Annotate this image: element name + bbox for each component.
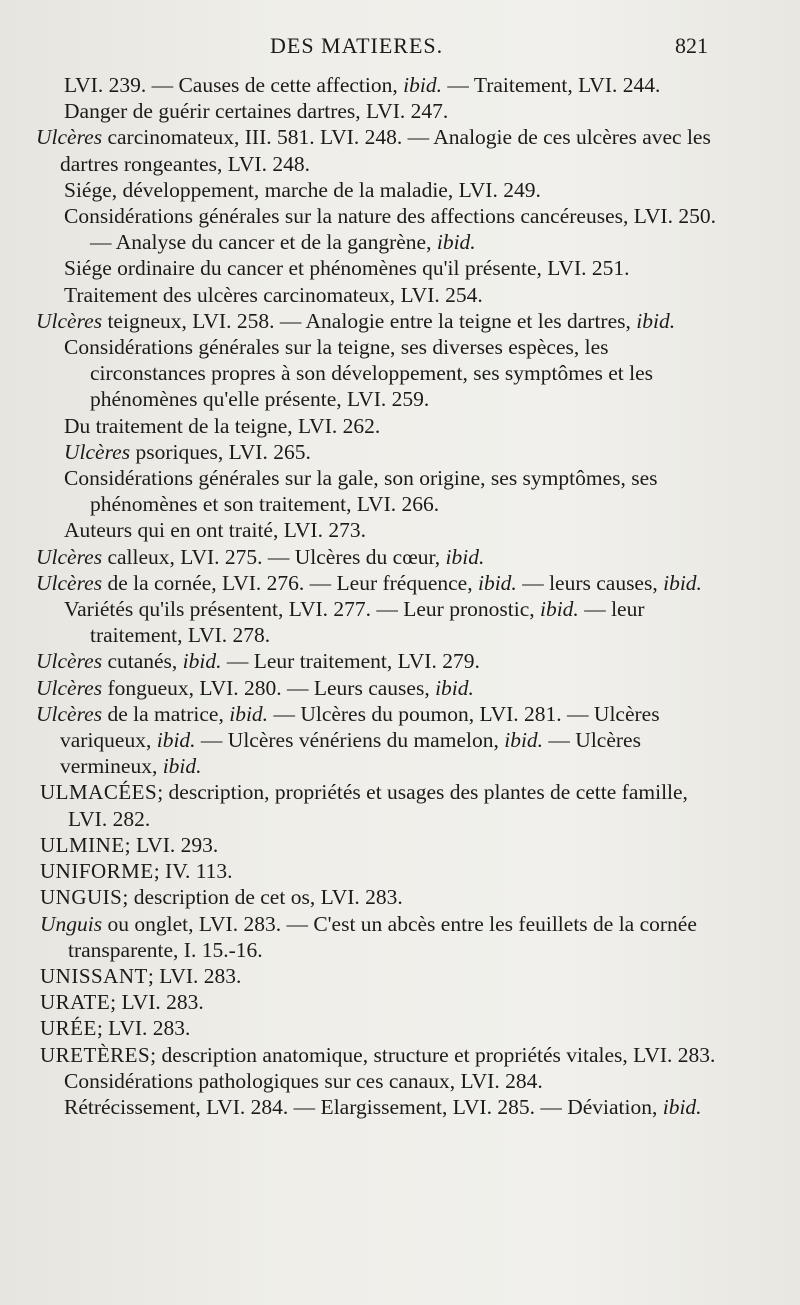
entry-italic-text: ibid. (436, 230, 476, 255)
entry-headword: UNGUIS (40, 885, 123, 910)
entry-text: LVI. 239. — Causes de cette affection, (64, 73, 404, 97)
entry-italic-text: ibid. (662, 1094, 702, 1119)
entry-text: Auteurs qui en ont traité, LVI. 273. (64, 518, 366, 543)
index-entry (36, 124, 726, 176)
entry-text: ; LVI. 283. (110, 990, 204, 1015)
entry-text: Rétrécissement, LVI. 284. — Elargissement, LVI. 285. — Déviation, (64, 1094, 663, 1119)
entry-italic-text: Ulcères (36, 544, 103, 569)
entry-text: ; LVI. 283. (147, 963, 242, 988)
entry-text: calleux, LVI. 275. — Ulcères du cœur, (102, 544, 446, 569)
index-entry (36, 439, 726, 465)
entry-italic-text: ibid. (182, 649, 222, 674)
entry-italic-text: Ulcères (36, 675, 103, 700)
entry-text: carcinomateux, III. 581. LVI. 248. — Analogie de ces ulcères avec les dartres rongeantes, LVI. 248. (60, 125, 711, 176)
entry-text: Traitement des ulcères carcinomateux, LVI. 254. (64, 282, 483, 307)
index-entry (36, 308, 726, 334)
running-title: DES MATIERES. (270, 33, 444, 58)
entry-text: de la matrice, (102, 701, 230, 726)
index-entry (36, 779, 726, 831)
entry-text: fongueux, LVI. 280. — Leurs causes, (102, 675, 436, 700)
entry-headword: URETÈRES (40, 1042, 151, 1067)
index-entry (36, 963, 726, 989)
entry-text: — Ulcères du poumon, LVI. 281. — Ulcères variqueux, (60, 701, 660, 753)
entry-italic-text: Ulcères (36, 701, 103, 726)
index-entry (36, 1068, 726, 1094)
index-entry (36, 282, 726, 308)
entry-text: ; description anatomique, structure et propriétés vitales, LVI. 283. (150, 1042, 716, 1067)
index-entry (36, 465, 726, 517)
entry-text: cutanés, (102, 649, 183, 674)
entry-italic-text: ibid. (229, 701, 269, 726)
entry-text: Considérations pathologiques sur ces canaux, LVI. 284. (64, 1068, 543, 1093)
index-entry (36, 203, 726, 255)
index-entry (36, 884, 726, 910)
entry-text: Danger de guérir certaines dartres, LVI. 247. (64, 99, 449, 124)
entry-italic-text: ibid. (663, 570, 702, 595)
entry-text: Siége, développement, marche de la maladie, LVI. 249. (64, 177, 541, 202)
entry-text: ou onglet, LVI. 283. — C'est un abcès entre les feuillets de la cornée transparente, I. 15.-16. (68, 911, 697, 962)
index-entry (36, 1094, 726, 1120)
entry-italic-text: ibid. (156, 728, 196, 753)
entry-headword: ULMINE (40, 832, 125, 857)
entry-text: — Traitement, LVI. 244. (441, 73, 661, 97)
entry-text: psoriques, LVI. 265. (130, 439, 311, 464)
index-entry (36, 675, 726, 701)
entry-italic-text: ibid. (477, 570, 517, 595)
index-entry (36, 255, 726, 281)
entry-text: Siége ordinaire du cancer et phénomènes qu'il présente, LVI. 251. (64, 256, 630, 281)
index-entry (36, 413, 726, 439)
entry-italic-text: Ulcères (36, 570, 103, 595)
entry-italic-text: ibid. (435, 675, 474, 700)
index-entry (36, 334, 726, 413)
index-entry (36, 989, 726, 1015)
entry-text: ; LVI. 293. (124, 832, 219, 857)
entry-text: ; LVI. 283. (96, 1016, 191, 1041)
entry-italic-text: Unguis (40, 911, 103, 936)
entry-text: — Leur traitement, LVI. 279. (221, 649, 480, 674)
index-body (36, 72, 726, 1120)
entry-text: Considérations générales sur la teigne, ses diverses espèces, les circonstances propres à son développement, ses symptômes et les phénomènes qu'elle présente, LVI. 259. (64, 335, 654, 412)
entry-text: de la cornée, LVI. 276. — Leur fréquence, (102, 570, 478, 595)
entry-italic-text: ibid. (403, 73, 442, 97)
entry-text: — Ulcères vénériens du mamelon, (195, 728, 505, 753)
entry-italic-text: Ulcères (36, 308, 103, 333)
page-header (0, 33, 800, 65)
index-entry (36, 544, 726, 570)
entry-text: ; description de cet os, LVI. 283. (122, 885, 403, 910)
index-entry (36, 517, 726, 543)
index-entry (36, 648, 726, 674)
entry-text: ; IV. 113. (153, 859, 233, 884)
entry-headword: UNISSANT (40, 963, 148, 988)
entry-text: teigneux, LVI. 258. — Analogie entre la teigne et les dartres, (102, 308, 637, 333)
index-entry (36, 570, 726, 596)
entry-italic-text: ibid. (539, 597, 579, 622)
index-entry (36, 596, 726, 648)
entry-italic-text: ibid. (636, 308, 676, 333)
index-entry (36, 858, 726, 884)
entry-italic-text: ibid. (445, 544, 485, 569)
index-entry (36, 832, 726, 858)
index-entry (36, 98, 726, 124)
index-entry (36, 1042, 726, 1068)
entry-italic-text: ibid. (162, 754, 202, 779)
entry-text: — leur traitement, LVI. 278. (90, 597, 645, 648)
index-entry (36, 72, 726, 98)
entry-text: Variétés qu'ils présentent, LVI. 277. — Leur pronostic, (64, 597, 540, 622)
page-number: 821 (675, 33, 708, 58)
index-entry (36, 177, 726, 203)
entry-italic-text: Ulcères (64, 439, 131, 464)
entry-text: Du traitement de la teigne, LVI. 262. (64, 413, 381, 438)
index-entry (36, 911, 726, 963)
entry-headword: UNIFORME (40, 859, 154, 884)
entry-text: Considérations générales sur la nature des affections cancéreuses, LVI. 250. — Analyse du cancer et de la gangrène, (64, 204, 716, 255)
entry-text: Considérations générales sur la gale, son origine, ses symptômes, ses phénomènes et son traitement, LVI. 266. (64, 466, 658, 517)
entry-italic-text: Ulcères (36, 649, 103, 674)
entry-text: ; description, propriétés et usages des plantes de cette famille, LVI. 282. (68, 780, 688, 831)
index-entry (36, 1015, 726, 1041)
entry-italic-text: ibid. (504, 728, 544, 753)
entry-text: — leurs causes, (516, 570, 664, 595)
entry-text: — Ulcères vermineux, (60, 728, 641, 779)
entry-italic-text: Ulcères (36, 125, 103, 150)
index-entry (36, 701, 726, 780)
entry-headword: ULMACÉES (40, 780, 158, 805)
entry-headword: URÉE (40, 1016, 97, 1041)
entry-headword: URATE (40, 990, 111, 1015)
